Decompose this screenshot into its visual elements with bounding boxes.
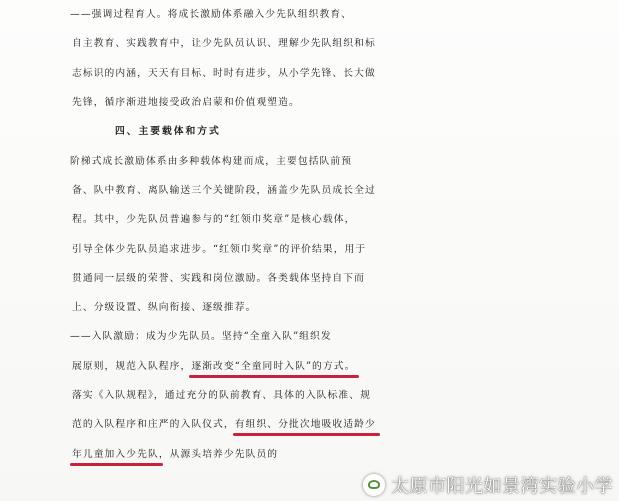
- text-line: 落实《入队规程》，通过充分的队前教育、具体的入队标准、规: [72, 390, 371, 402]
- text-line: 引导全体少先队员追求进步。“红领巾奖章”的评价结果，用于: [72, 243, 367, 255]
- text-line: 上、分级设置、纵向衔接、逐级推荐。: [72, 302, 257, 314]
- text-line: ——入队激励：成为少先队员。坚持“全童入队”组织发: [70, 331, 332, 343]
- section-heading: 四、主要载体和方式: [115, 126, 221, 138]
- text-line: 先锋，循序渐进地接受政治启蒙和价值观塑造。: [72, 96, 300, 108]
- text-line: 贯通同一层级的荣誉、实践和岗位激励。各类载体坚持自下而: [72, 272, 365, 284]
- watermark: [363, 471, 613, 499]
- text-line: 志标识的内涵，天天有目标、时时有进步，从小学先锋、长大做: [72, 67, 376, 79]
- underlined-text: 年儿童加入少先队: [72, 448, 159, 460]
- text-line: 阶梯式成长激励体系由多种载体构建而成，主要包括队前预: [70, 155, 353, 167]
- text-line: 程。其中，少先队员普遍参与的“红领巾奖章”是核心载体，: [72, 214, 356, 226]
- underlined-text: 逐渐改变“全童同时入队”的方式。: [191, 360, 356, 372]
- text-segment: 范的入队程序和庄严的入队仪式，: [72, 419, 235, 431]
- text-line: [0, 356, 619, 377]
- text-line: ——强调过程育人。将成长激励体系融入少先队组织教育、: [70, 9, 353, 20]
- wechat-logo-icon: [363, 474, 385, 496]
- text-segment: ，从源头培养少先队员的: [158, 448, 279, 460]
- text-line: 备、队中教育、离队输送三个关键阶段，涵盖少先队员成长全过: [72, 184, 376, 196]
- text-line: [0, 444, 619, 465]
- watermark-text: 太原市阳光如景湾实验小学: [391, 476, 613, 497]
- text-segment: 展原则，规范入队程序，: [72, 360, 192, 372]
- underlined-text: 有组织、分批次地吸收适龄少: [234, 419, 376, 431]
- text-line: 自主教育、实践教育中，让少先队员认识、理解少先队组织和标: [72, 38, 376, 50]
- text-line: [0, 414, 619, 435]
